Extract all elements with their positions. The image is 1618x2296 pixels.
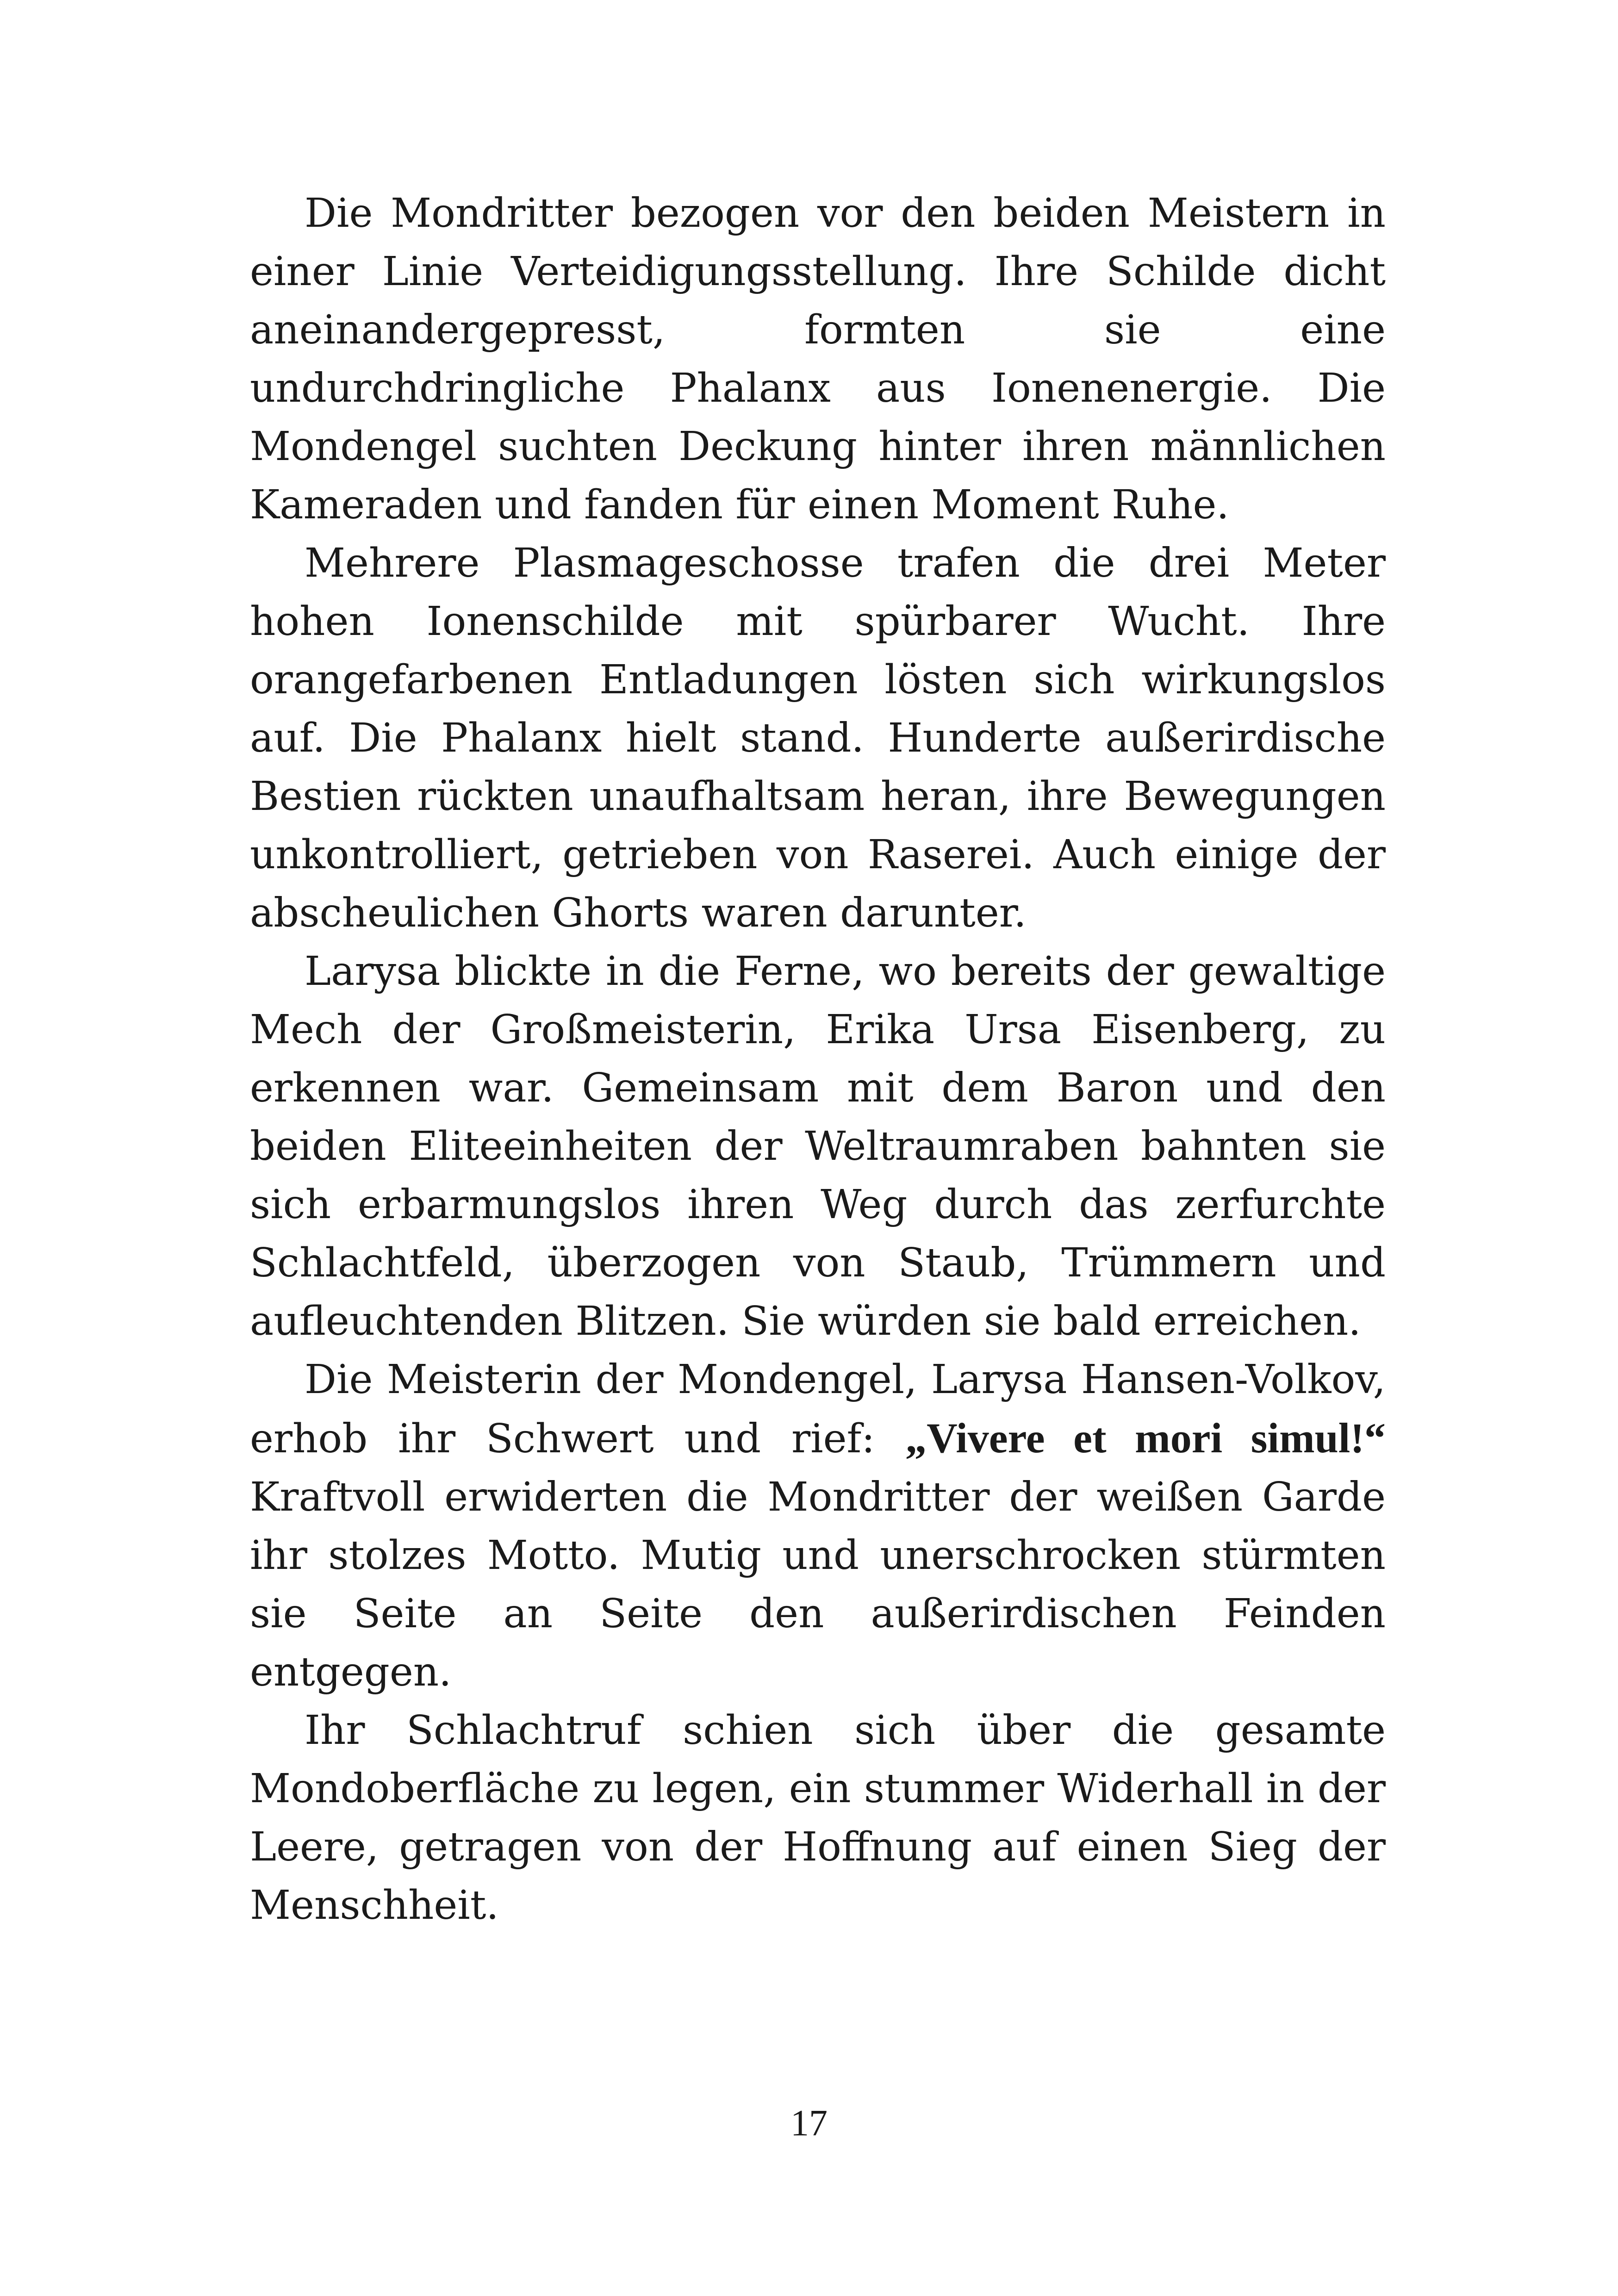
- body-text: [250, 184, 1386, 1935]
- paragraph-2: Mehrere Plasmageschosse trafen die drei Meter hohen Ionenschilde mit spürbarer Wucht. Ihre orangefarbenen Entladungen lösten sich wirkungslos auf. Die Phalanx hielt stand. Hunderte außerirdische Bestien rückten unaufhaltsam heran, ihre Bewegungen unkontrolliert, getrieben von Raserei. Auch einige der abscheulichen Ghorts waren darunter.: [250, 540, 1386, 936]
- page-number: 17: [790, 2103, 828, 2144]
- paragraph-3: Larysa blickte in die Ferne, wo bereits der gewaltige Mech der Großmeisterin, Erika Ursa Eisenberg, zu erkennen war. Gemeinsam mit dem Baron und den beiden Eliteeinheiten der Weltraumraben bahnten sie sich erbarmungslos ihren Weg durch das zerfurchte Schlachtfeld, überzogen von Staub, Trümmern und aufleuchtenden Blitzen. Sie würden sie bald erreichen.: [250, 948, 1386, 1344]
- motto-quote: „Vivere et mori simul!“: [905, 1414, 1386, 1462]
- paragraph-4: [250, 1350, 1386, 1701]
- paragraph-4-tail: Kraftvoll erwiderten die Mondritter der weißen Garde ihr stolzes Motto. Mutig und unerschrocken stürmten sie Seite an Seite den außerirdischen Feinden entgegen.: [250, 1474, 1386, 1695]
- paragraph-1: Die Mondritter bezogen vor den beiden Meistern in einer Linie Verteidigungsstellung. Ihre Schilde dicht aneinandergepresst, formten sie eine undurchdringliche Phalanx aus Ionenenergie. Die Mondengel suchten Deckung hinter ihren männlichen Kameraden und fanden für einen Moment Ruhe.: [250, 190, 1386, 528]
- paragraph-5: Ihr Schlachtruf schien sich über die gesamte Mondoberfläche zu legen, ein stummer Widerhall in der Leere, getragen von der Hoffnung auf einen Sieg der Menschheit.: [250, 1707, 1386, 1929]
- paragraph-4-lead: Die Meisterin der Mondengel, Larysa Hansen-Volkov, erhob ihr Schwert und rief:: [250, 1356, 1386, 1462]
